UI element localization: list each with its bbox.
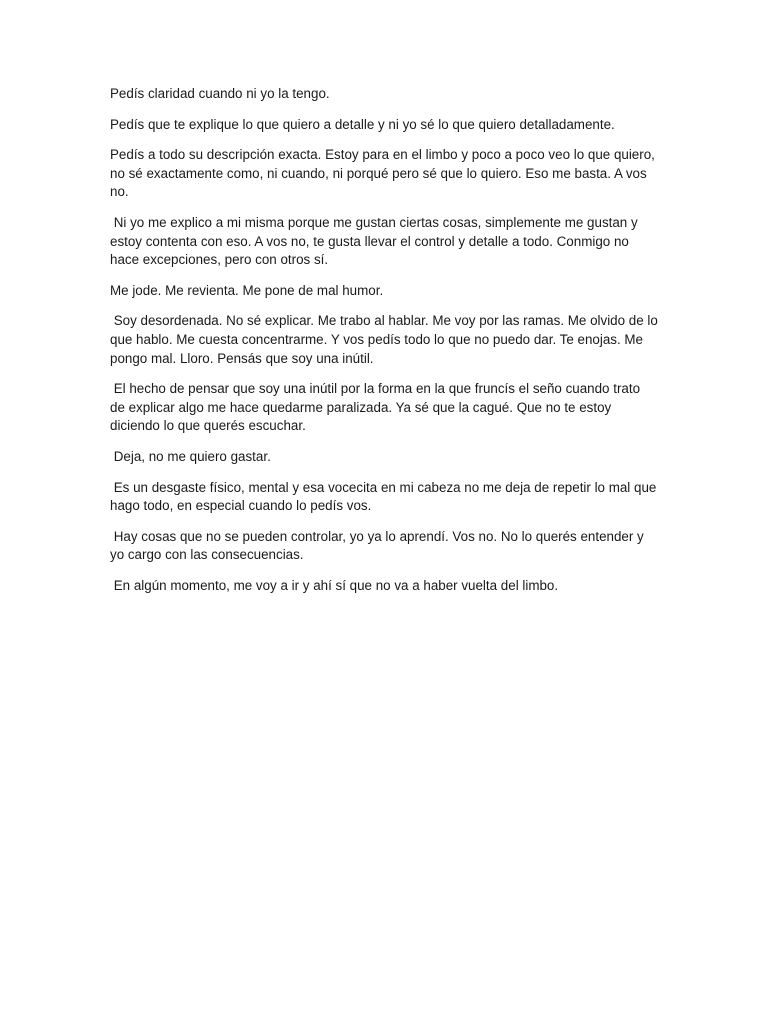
paragraph-11: En algún momento, me voy a ir y ahí sí que no va a haber vuelta del limbo. <box>110 577 559 593</box>
paragraph-7: El hecho de pensar que soy una inútil por la forma en la que fruncís el seño cuando trato de explicar algo me hace quedarme paralizada. Ya sé que la cagué. Que no te estoy diciendo lo que querés escuchar. <box>110 381 644 434</box>
paragraph-6: Soy desordenada. No sé explicar. Me trabo al hablar. Me voy por las ramas. Me olvido de lo que hablo. Me cuesta concentrarme. Y vos pedís todo lo que no puedo dar. Te enojas. Me pongo mal. Lloro. Pensás que soy una inútil. <box>110 313 662 366</box>
paragraph-9: Es un desgaste físico, mental y esa vocecita en mi cabeza no me deja de repetir lo mal que hago todo, en especial cuando lo pedís vos. <box>110 479 661 514</box>
document-body <box>110 85 662 607</box>
paragraph-1: Pedís claridad cuando ni yo la tengo. <box>110 86 330 101</box>
paragraph-8: Deja, no me quiero gastar. <box>110 448 271 464</box>
paragraph-10: Hay cosas que no se pueden controlar, yo ya lo aprendí. Vos no. No lo querés entender y yo cargo con las consecuencias. <box>110 528 648 563</box>
paragraph-5: Me jode. Me revienta. Me pone de mal humor. <box>110 282 384 298</box>
paragraph-3: Pedís a todo su descripción exacta. Estoy para en el limbo y poco a poco veo lo que quiero, no sé exactamente como, ni cuando, ni porqué pero sé que lo quiero. Eso me basta. A vos no. <box>110 147 659 200</box>
paragraph-4: Ni yo me explico a mi misma porque me gustan ciertas cosas, simplemente me gustan y estoy contenta con eso. A vos no, te gusta llevar el control y detalle a todo. Conmigo no hace excepciones, pero con otros sí. <box>110 214 642 268</box>
paragraph-2: Pedís que te explique lo que quiero a detalle y ni yo sé lo que quiero detalladamente. <box>110 116 615 132</box>
